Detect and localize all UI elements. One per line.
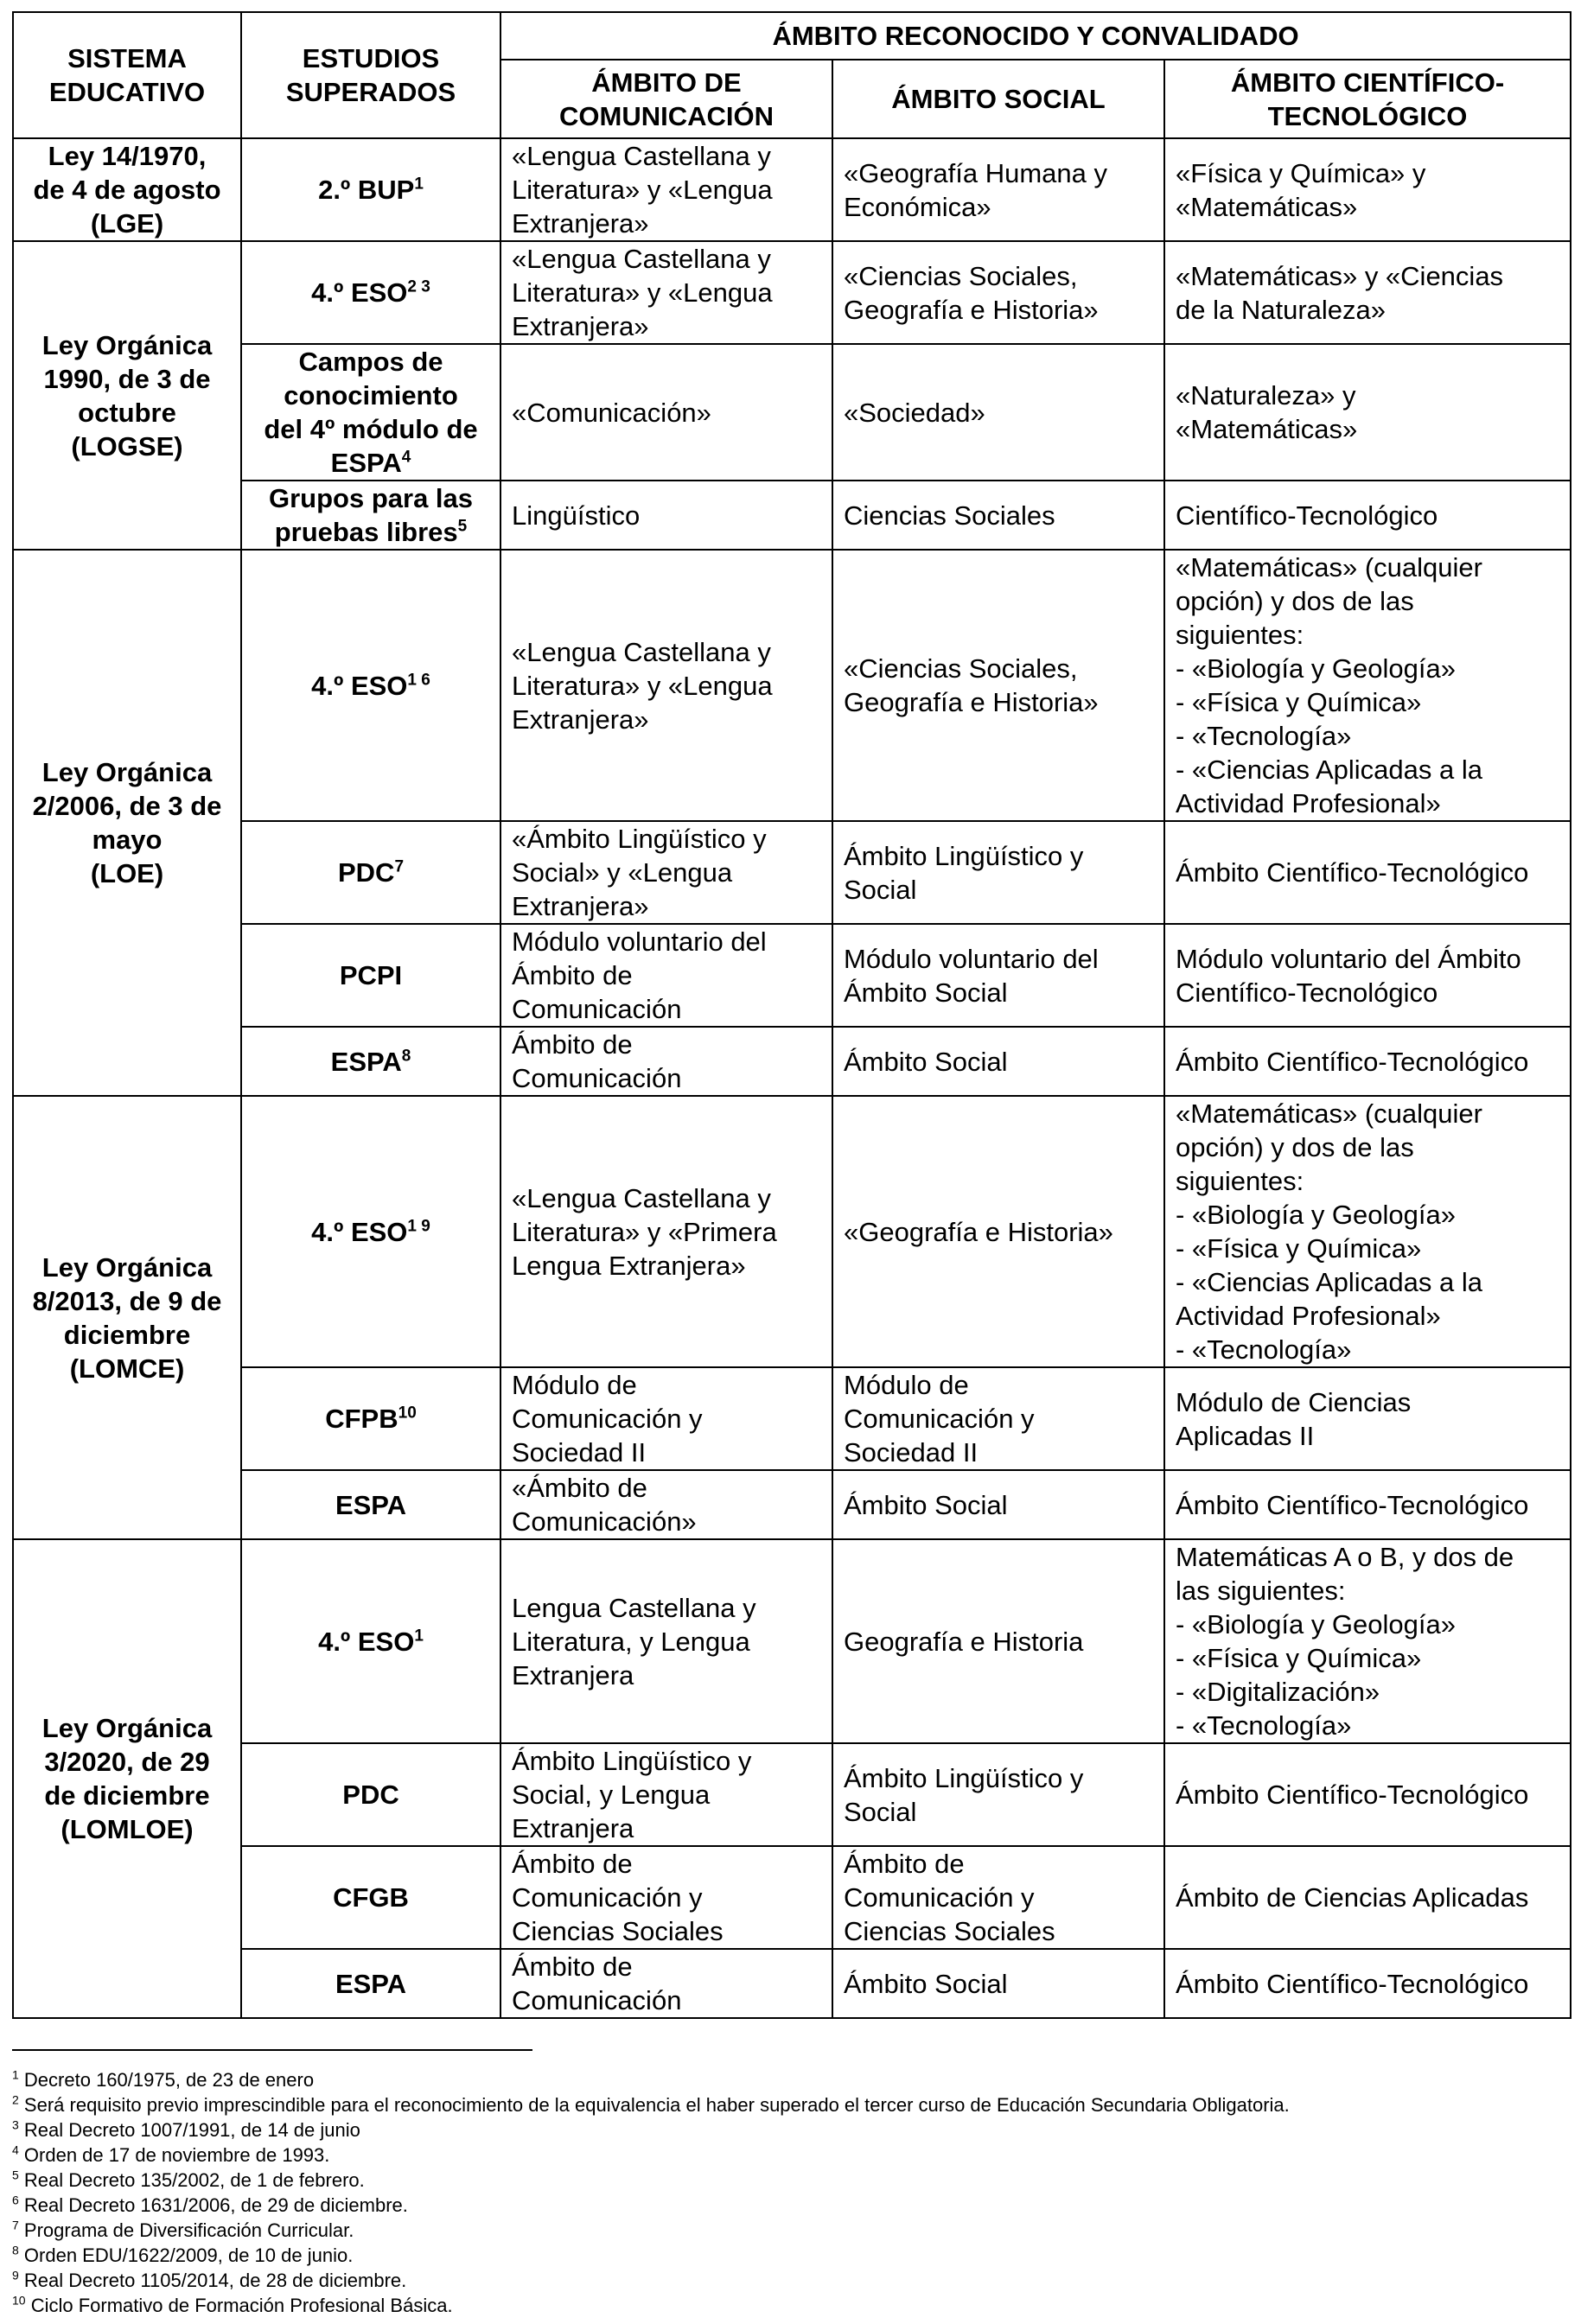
ambito-social-cell: Módulo de Comunicación y Sociedad II [832,1367,1164,1470]
ambito-comunicacion-cell: Ámbito de Comunicación [500,1027,832,1096]
ambito-cientifico-cell: «Física y Química» y «Matemáticas» [1164,138,1571,241]
table-row [13,1539,1571,1743]
ambito-social-cell: Ámbito Lingüístico y Social [832,821,1164,924]
ambito-cientifico-cell: Ámbito Científico-Tecnológico [1164,1743,1571,1846]
ambito-social-cell: Ámbito Social [832,1470,1164,1539]
estudio-cell: ESPA [241,1949,500,2018]
ambito-cientifico-cell: Ámbito Científico-Tecnológico [1164,1470,1571,1539]
ambito-social-cell: «Ciencias Sociales, Geografía e Historia» [832,550,1164,821]
footnote: $^{10}$ Ciclo Formativo de Formación Profesional Básica. [12,2293,453,2316]
sistema-educativo-cell: Ley Orgánica 3/2020, de 29 de diciembre (LOMLOE) [13,1539,241,2018]
header-ambito-social: ÁMBITO SOCIAL [832,60,1164,138]
ambito-comunicacion-cell: Ámbito de Comunicación y Ciencias Sociales [500,1846,832,1949]
table-row [13,138,1571,241]
ambito-cientifico-cell: Ámbito Científico-Tecnológico [1164,1027,1571,1096]
footnotes [12,2067,1559,2318]
header-estudios-superados: ESTUDIOS SUPERADOS [241,12,500,138]
ambito-social-cell: Ciencias Sociales [832,481,1164,550]
ambito-social-cell: Ámbito Lingüístico y Social [832,1743,1164,1846]
table-row [13,550,1571,821]
ambito-social-cell: «Ciencias Sociales, Geografía e Historia» [832,241,1164,344]
ambito-comunicacion-cell: «Comunicación» [500,344,832,481]
table-row [13,1743,1571,1846]
estudio-cell: ESPA [241,1470,500,1539]
table-row [13,1367,1571,1470]
footnote: $^1$ Decreto 160/1975, de 23 de enero [12,2067,315,2091]
table-row [13,1096,1571,1367]
footnote: $^6$ Real Decreto 1631/2006, de 29 de diciembre. [12,2193,408,2216]
ambito-social-cell: Ámbito Social [832,1949,1164,2018]
estudio-cell: Campos de conocimiento del 4º módulo de ESPA$^4$ [241,344,500,481]
header-ambito-reconocido: ÁMBITO RECONOCIDO Y CONVALIDADO [500,12,1571,60]
header-sistema-educativo: SISTEMA EDUCATIVO [13,12,241,138]
ambito-comunicacion-cell: Lengua Castellana y Literatura, y Lengua Extranjera [500,1539,832,1743]
footnote: $^5$ Real Decreto 135/2002, de 1 de febrero. [12,2168,365,2191]
sistema-educativo-cell: Ley Orgánica 8/2013, de 9 de diciembre (LOMCE) [13,1096,241,1539]
table-row [13,821,1571,924]
estudio-cell: PDC$^7$ [241,821,500,924]
ambito-comunicacion-cell: «Lengua Castellana y Literatura» y «Lengua Extranjera» [500,138,832,241]
ambito-comunicacion-cell: «Lengua Castellana y Literatura» y «Lengua Extranjera» [500,241,832,344]
ambito-social-cell: «Sociedad» [832,344,1164,481]
header-ambito-comunicacion: ÁMBITO DE COMUNICACIÓN [500,60,832,138]
ambito-cientifico-cell: Módulo voluntario del Ámbito Científico-Tecnológico [1164,924,1571,1027]
ambito-social-cell: «Geografía Humana y Económica» [832,138,1164,241]
ambito-cientifico-cell: Ámbito Científico-Tecnológico [1164,821,1571,924]
estudio-cell: 2.º BUP$^1$ [241,138,500,241]
estudio-cell: 4.º $ESO^{2 3}$ [241,241,500,344]
ambito-social-cell: «Geografía e Historia» [832,1096,1164,1367]
sistema-educativo-cell: Ley 14/1970, de 4 de agosto (LGE) [13,138,241,241]
ambito-social-cell: Módulo voluntario del Ámbito Social [832,924,1164,1027]
estudio-cell: CFPB$^{10}$ [241,1367,500,1470]
ambito-cientifico-cell: «Matemáticas» y «Ciencias de la Naturaleza» [1164,241,1571,344]
footnote-separator [12,2049,532,2051]
ambito-comunicacion-cell: Ámbito Lingüístico y Social, y Lengua Extranjera [500,1743,832,1846]
estudio-cell: 4.º ESO$^1$ [241,1539,500,1743]
estudio-cell: CFGB [241,1846,500,1949]
estudio-cell: Grupos para las pruebas libres$^5$ [241,481,500,550]
footnote: $^3$ Real Decreto 1007/1991, de 14 de junio [12,2117,360,2141]
sistema-educativo-cell: Ley Orgánica 2/2006, de 3 de mayo (LOE) [13,550,241,1096]
footnote: $^8$ Orden EDU/1622/2009, de 10 de junio. [12,2243,354,2266]
ambito-social-cell: Geografía e Historia [832,1539,1164,1743]
footnote: $^4$ Orden de 17 de noviembre de 1993. [12,2143,330,2166]
table-row [13,1846,1571,1949]
estudio-cell: PDC [241,1743,500,1846]
ambito-cientifico-cell: Módulo de Ciencias Aplicadas II [1164,1367,1571,1470]
ambito-cientifico-cell: Ámbito Científico-Tecnológico [1164,1949,1571,2018]
ambito-social-cell: Ámbito de Comunicación y Ciencias Sociales [832,1846,1164,1949]
footnote: $^9$ Real Decreto 1105/2014, de 28 de diciembre. [12,2268,407,2291]
table-row [13,924,1571,1027]
ambito-comunicacion-cell: Módulo voluntario del Ámbito de Comunicación [500,924,832,1027]
estudio-cell: ESPA$^8$ [241,1027,500,1096]
ambito-comunicacion-cell: Lingüístico [500,481,832,550]
ambito-cientifico-cell: Científico-Tecnológico [1164,481,1571,550]
ambito-comunicacion-cell: «Lengua Castellana y Literatura» y «Lengua Extranjera» [500,550,832,821]
footnote: $^7$ Programa de Diversificación Curricular. [12,2218,354,2241]
ambito-cientifico-cell: Ámbito de Ciencias Aplicadas [1164,1846,1571,1949]
ambito-comunicacion-cell: Módulo de Comunicación y Sociedad II [500,1367,832,1470]
ambito-cientifico-cell: «Matemáticas» (cualquier opción) y dos de las siguientes: - «Biología y Geología» - «Física y Química» - «Tecnología» - «Ciencias Aplicadas a la Actividad Profesional» [1164,550,1571,821]
table-row [13,481,1571,550]
ambito-comunicacion-cell: «Ámbito de Comunicación» [500,1470,832,1539]
table-row [13,1949,1571,2018]
ambito-cientifico-cell: «Matemáticas» (cualquier opción) y dos de las siguientes: - «Biología y Geología» - «Física y Química» - «Ciencias Aplicadas a la Actividad Profesional» - «Tecnología» [1164,1096,1571,1367]
ambito-cientifico-cell: Matemáticas A o B, y dos de las siguientes: - «Biología y Geología» - «Física y Química» - «Digitalización» - «Tecnología» [1164,1539,1571,1743]
ambito-comunicacion-cell: Ámbito de Comunicación [500,1949,832,2018]
table-row [13,1027,1571,1096]
footnote: $^2$ Será requisito previo imprescindible para el reconocimiento de la equivalencia el haber superado el tercer curso de Educación Secundaria Obligatoria. [12,2092,1290,2116]
estudio-cell: 4.º $ESO^{1 9}$ [241,1096,500,1367]
ambito-comunicacion-cell: «Ámbito Lingüístico y Social» y «Lengua Extranjera» [500,821,832,924]
table-row [13,1470,1571,1539]
table-row [13,344,1571,481]
ambito-comunicacion-cell: «Lengua Castellana y Literatura» y «Primera Lengua Extranjera» [500,1096,832,1367]
sistema-educativo-cell: Ley Orgánica 1990, de 3 de octubre (LOGSE) [13,241,241,550]
equivalence-table [12,11,1571,2019]
table-row [13,241,1571,344]
estudio-cell: 4.º $ESO^{1 6}$ [241,550,500,821]
estudio-cell: PCPI [241,924,500,1027]
ambito-cientifico-cell: «Naturaleza» y «Matemáticas» [1164,344,1571,481]
header-ambito-cientifico: ÁMBITO CIENTÍFICO- TECNOLÓGICO [1164,60,1571,138]
ambito-social-cell: Ámbito Social [832,1027,1164,1096]
